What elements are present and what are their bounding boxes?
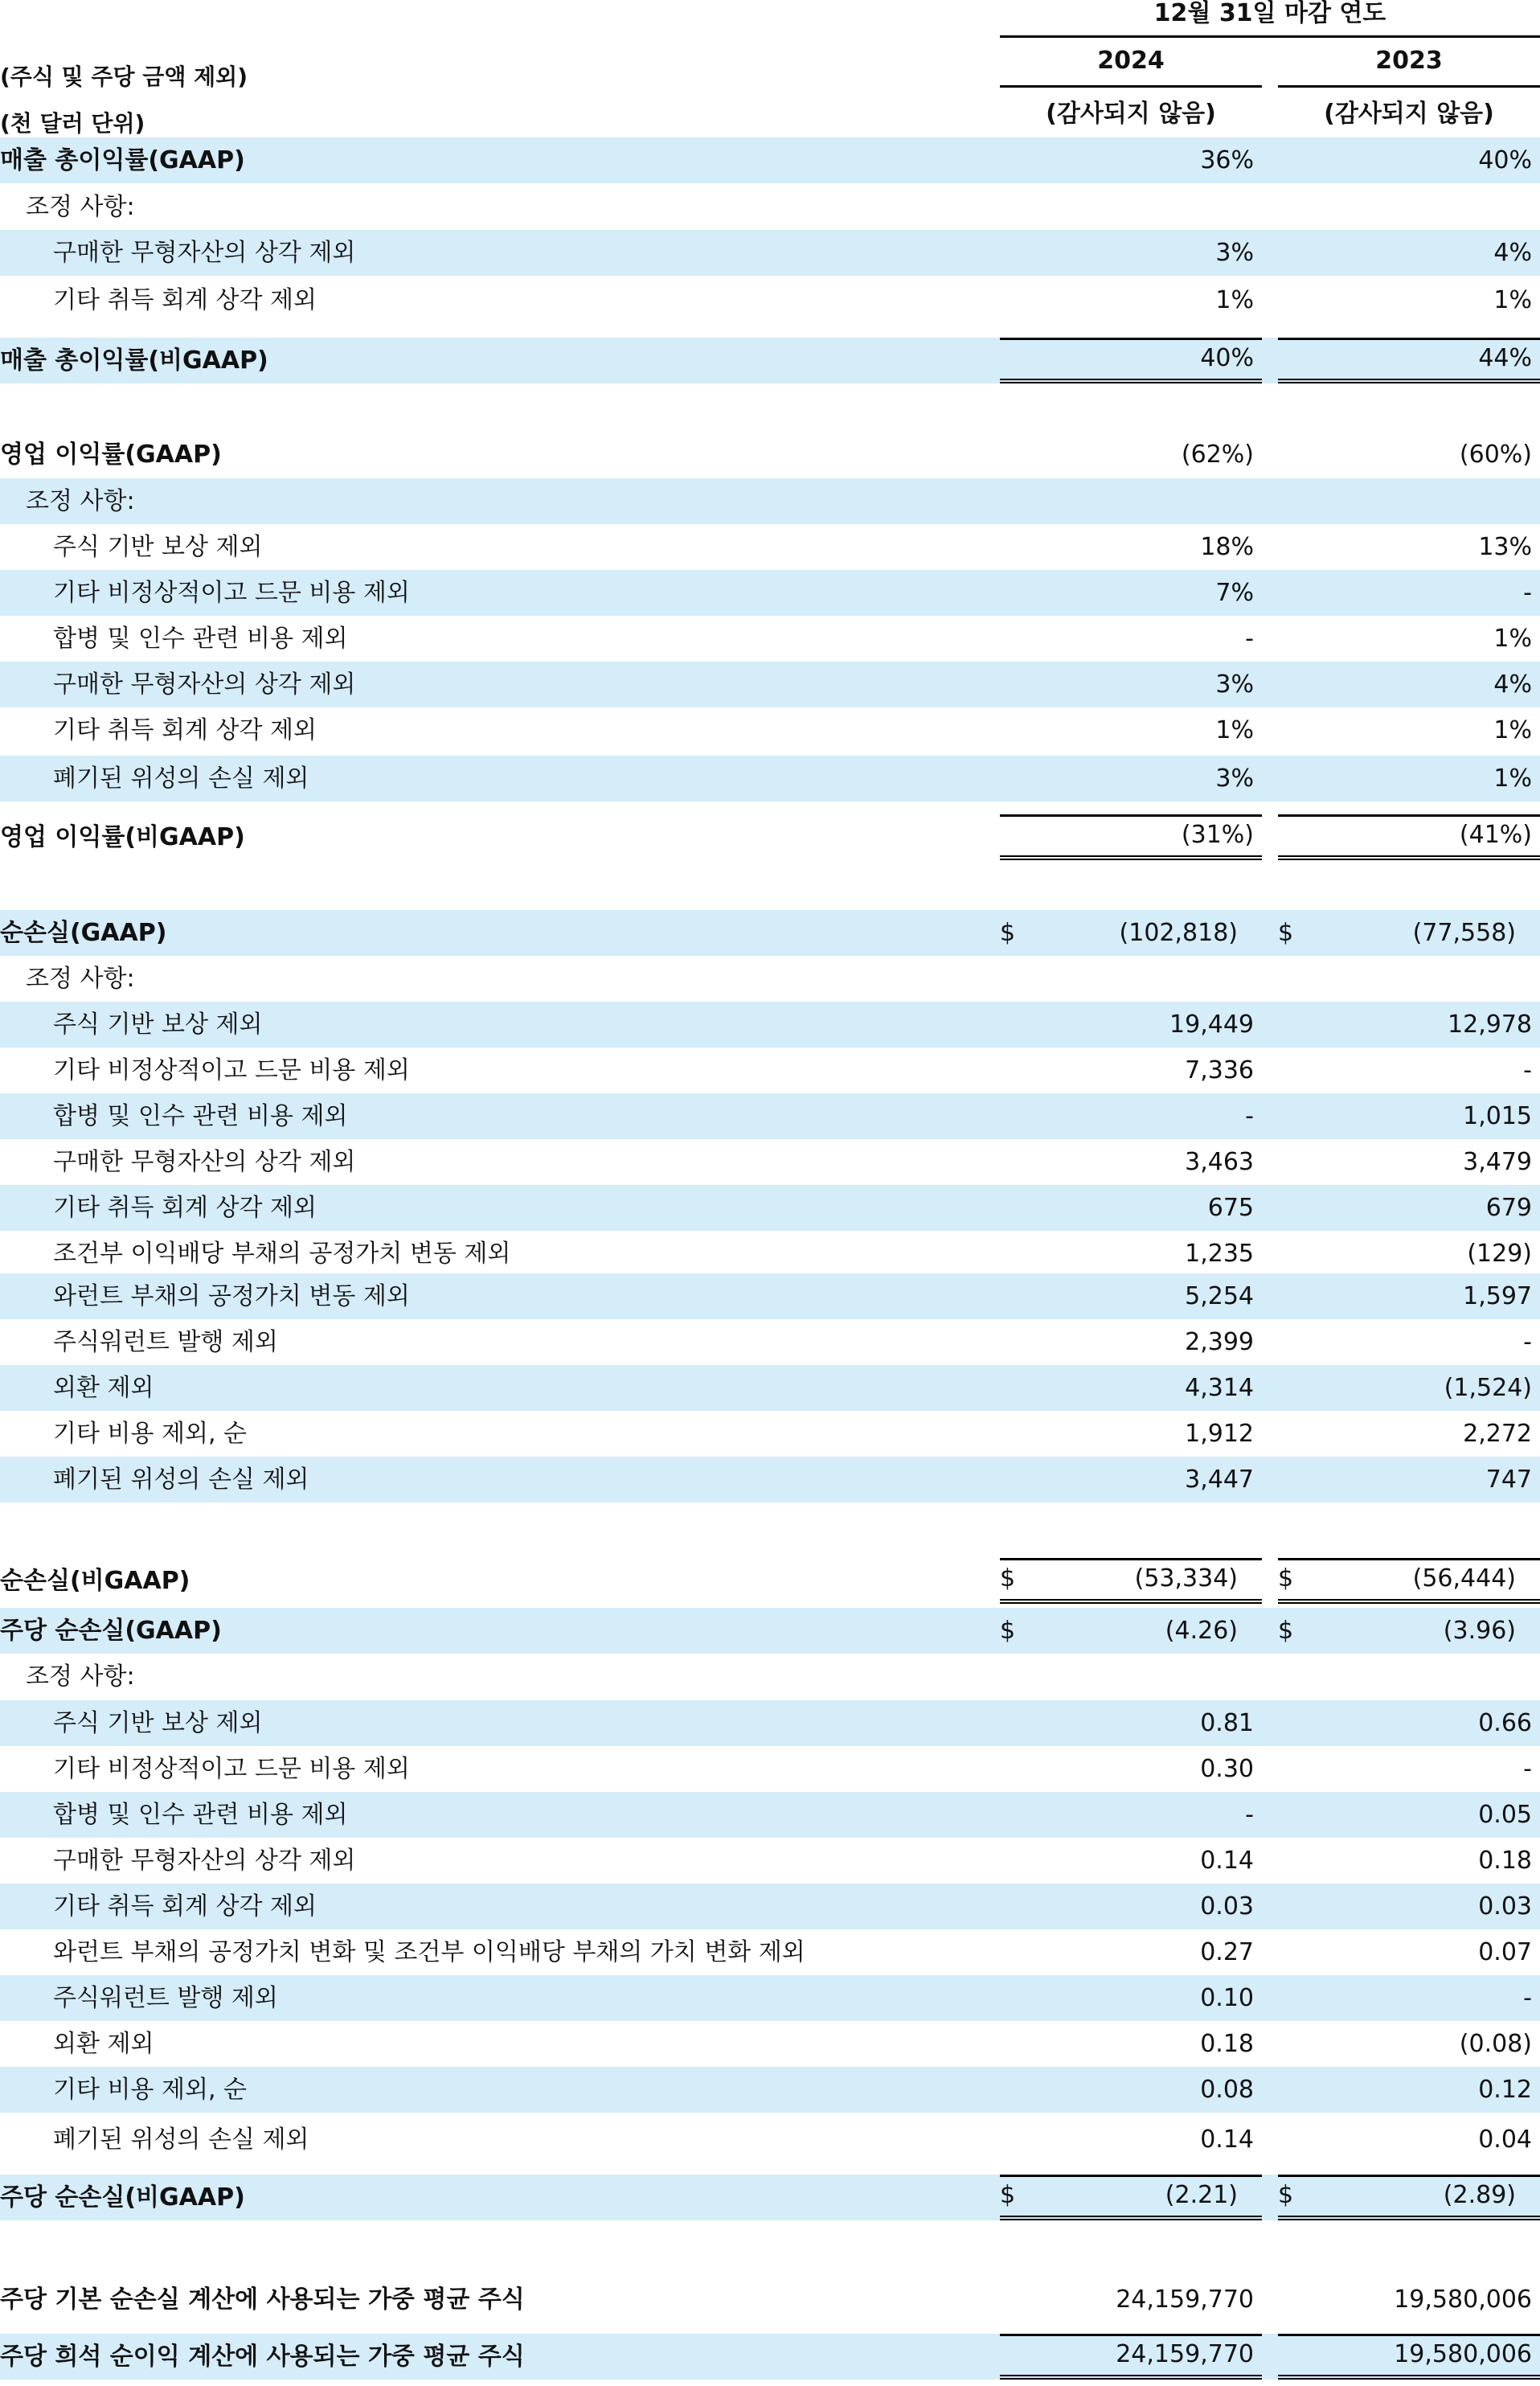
currency-symbol: $ bbox=[1278, 2181, 1294, 2209]
value-cell-2023 bbox=[1278, 1231, 1540, 1277]
cell-value: 3,479 bbox=[1463, 1148, 1532, 1176]
cell-value: 1% bbox=[1493, 286, 1532, 314]
row-label: 기타 취득 회계 상각 제외 bbox=[53, 1194, 317, 1222]
row-label: 합병 및 인수 관련 비용 제외 bbox=[53, 1801, 348, 1829]
value-cell-2024 bbox=[1000, 524, 1262, 570]
table-row bbox=[0, 910, 1540, 956]
value-cell-2024 bbox=[1000, 1319, 1262, 1365]
table-row bbox=[0, 662, 1540, 707]
table-row bbox=[0, 1139, 1540, 1185]
value-cell-2024 bbox=[1000, 1884, 1262, 1929]
cell-value: 0.14 bbox=[1200, 2126, 1254, 2154]
value-cell-2023 bbox=[1278, 1558, 1540, 1604]
table-row bbox=[0, 2021, 1540, 2067]
cell-value: (62%) bbox=[1181, 441, 1254, 469]
value-cell-2023 bbox=[1278, 137, 1540, 183]
table-row bbox=[0, 1457, 1540, 1503]
cell-value: 1% bbox=[1493, 625, 1532, 653]
value-cell-2024 bbox=[1000, 616, 1262, 662]
row-label: 조건부 이익배당 부채의 공정가치 변동 제외 bbox=[53, 1240, 511, 1268]
row-label: 주당 기본 순손실 계산에 사용되는 가중 평균 주식 bbox=[0, 2286, 525, 2314]
table-row bbox=[0, 1093, 1540, 1139]
unaudited-2023-label: (감사되지 않음) bbox=[1324, 100, 1494, 128]
value-cell-2023 bbox=[1278, 1654, 1540, 1699]
value-cell-2024 bbox=[1000, 478, 1262, 524]
value-cell-2023 bbox=[1278, 1792, 1540, 1838]
row-label: 매출 총이익률(GAAP) bbox=[0, 146, 245, 174]
row-label: 순손실(비GAAP) bbox=[0, 1567, 190, 1595]
value-cell-2023 bbox=[1278, 2334, 1540, 2380]
value-cell-2023 bbox=[1278, 2021, 1540, 2067]
value-cell-2023 bbox=[1278, 2067, 1540, 2113]
table-row bbox=[0, 277, 1540, 323]
cell-value: 3% bbox=[1215, 765, 1254, 793]
value-cell-2024 bbox=[1000, 570, 1262, 616]
value-cell-2023 bbox=[1278, 1884, 1540, 1929]
cell-value: - bbox=[1245, 1801, 1254, 1829]
cell-value: 1% bbox=[1493, 765, 1532, 793]
row-label: 와런트 부채의 공정가치 변화 및 조건부 이익배당 부채의 가치 변화 제외 bbox=[53, 1938, 805, 1966]
cell-value: 1,912 bbox=[1185, 1420, 1254, 1448]
table-row bbox=[0, 524, 1540, 570]
row-label: 와런트 부채의 공정가치 변동 제외 bbox=[53, 1282, 410, 1310]
cell-value: 0.14 bbox=[1200, 1847, 1254, 1875]
value-cell-2023 bbox=[1278, 956, 1540, 1002]
row-label: 조정 사항: bbox=[26, 965, 135, 993]
row-label: 기타 취득 회계 상각 제외 bbox=[53, 716, 317, 744]
cell-value: 19,580,006 bbox=[1394, 2286, 1532, 2314]
cell-value: 1,015 bbox=[1463, 1102, 1532, 1130]
table-row bbox=[0, 1558, 1540, 1604]
value-cell-2024 bbox=[1000, 814, 1262, 860]
cell-value: 0.12 bbox=[1478, 2076, 1532, 2104]
cell-value: 0.30 bbox=[1200, 1755, 1254, 1783]
currency-symbol: $ bbox=[1000, 1564, 1016, 1593]
value-cell-2024 bbox=[1000, 1558, 1262, 1604]
cell-value: 3% bbox=[1215, 670, 1254, 699]
value-cell-2024 bbox=[1000, 2175, 1262, 2220]
value-cell-2023 bbox=[1278, 230, 1540, 276]
period-header: 12월 31일 마감 연도 bbox=[1000, 0, 1540, 38]
row-label: 기타 취득 회계 상각 제외 bbox=[53, 286, 317, 314]
row-label: 기타 비용 제외, 순 bbox=[53, 1420, 248, 1448]
value-cell-2024 bbox=[1000, 184, 1262, 230]
table-row bbox=[0, 1365, 1540, 1411]
value-cell-2024 bbox=[1000, 1457, 1262, 1503]
row-label: 폐기된 위성의 손실 제외 bbox=[53, 765, 309, 793]
value-cell-2023 bbox=[1278, 1975, 1540, 2021]
cell-value: - bbox=[1245, 625, 1254, 653]
value-cell-2023 bbox=[1278, 524, 1540, 570]
row-label: 주식워런트 발행 제외 bbox=[53, 1328, 278, 1356]
value-cell-2023 bbox=[1278, 1700, 1540, 1746]
cell-value: 1% bbox=[1215, 716, 1254, 744]
exclusion-note: (주식 및 주당 금액 제외) bbox=[0, 64, 248, 90]
cell-value: 4% bbox=[1493, 670, 1532, 699]
value-cell-2023 bbox=[1278, 910, 1540, 956]
cell-value: (77,558) bbox=[1412, 919, 1516, 947]
cell-value: 18% bbox=[1200, 533, 1254, 561]
value-cell-2023 bbox=[1278, 1002, 1540, 1047]
value-cell-2023 bbox=[1278, 184, 1540, 230]
cell-value: 13% bbox=[1478, 533, 1532, 561]
value-cell-2024 bbox=[1000, 2021, 1262, 2067]
value-cell-2023 bbox=[1278, 1185, 1540, 1231]
value-cell-2024 bbox=[1000, 1047, 1262, 1093]
row-label: 기타 비용 제외, 순 bbox=[53, 2076, 248, 2104]
cell-value: 19,449 bbox=[1169, 1011, 1254, 1039]
cell-value: 0.27 bbox=[1200, 1938, 1254, 1966]
table-row bbox=[0, 338, 1540, 383]
cell-value: 675 bbox=[1207, 1194, 1254, 1222]
table-row bbox=[0, 1608, 1540, 1654]
value-cell-2023 bbox=[1278, 1139, 1540, 1185]
cell-value: 4% bbox=[1493, 239, 1532, 267]
cell-value: 0.10 bbox=[1200, 1984, 1254, 2012]
value-cell-2023 bbox=[1278, 707, 1540, 753]
value-cell-2023 bbox=[1278, 1093, 1540, 1139]
cell-value: 3% bbox=[1215, 239, 1254, 267]
cell-value: 7% bbox=[1215, 579, 1254, 607]
cell-value: 0.18 bbox=[1200, 2030, 1254, 2058]
cell-value: 24,159,770 bbox=[1116, 2340, 1254, 2368]
row-label: 구매한 무형자산의 상각 제외 bbox=[53, 239, 356, 267]
table-row bbox=[0, 1185, 1540, 1231]
value-cell-2023 bbox=[1278, 1457, 1540, 1503]
cell-value: 0.66 bbox=[1478, 1709, 1532, 1737]
value-cell-2024 bbox=[1000, 1365, 1262, 1411]
value-cell-2024 bbox=[1000, 338, 1262, 383]
cell-value: (53,334) bbox=[1134, 1564, 1238, 1593]
cell-value: 7,336 bbox=[1185, 1056, 1254, 1084]
cell-value: (129) bbox=[1467, 1240, 1532, 1268]
table-row bbox=[0, 230, 1540, 276]
cell-value: (4.26) bbox=[1165, 1617, 1238, 1645]
cell-value: 36% bbox=[1200, 146, 1254, 174]
value-cell-2024 bbox=[1000, 662, 1262, 707]
year-2024-header: 2024 bbox=[1000, 45, 1262, 88]
cell-value: 1,597 bbox=[1463, 1282, 1532, 1310]
value-cell-2024 bbox=[1000, 1185, 1262, 1231]
row-label: 영업 이익률(GAAP) bbox=[0, 441, 222, 469]
cell-value: 2,399 bbox=[1185, 1328, 1254, 1356]
cell-value: (41%) bbox=[1459, 821, 1532, 849]
table-row bbox=[0, 570, 1540, 616]
table-row bbox=[0, 1047, 1540, 1093]
value-cell-2024 bbox=[1000, 1746, 1262, 1792]
row-label: 조정 사항: bbox=[26, 193, 135, 221]
value-cell-2024 bbox=[1000, 707, 1262, 753]
cell-value: 0.81 bbox=[1200, 1709, 1254, 1737]
row-label: 구매한 무형자산의 상각 제외 bbox=[53, 1148, 356, 1176]
cell-value: 19,580,006 bbox=[1394, 2340, 1532, 2368]
value-cell-2024 bbox=[1000, 1093, 1262, 1139]
cell-value: (2.89) bbox=[1443, 2181, 1516, 2209]
value-cell-2023 bbox=[1278, 1608, 1540, 1654]
cell-value: 1,235 bbox=[1185, 1240, 1254, 1268]
table-row bbox=[0, 1884, 1540, 1929]
row-label: 기타 비정상적이고 드문 비용 제외 bbox=[53, 579, 410, 607]
table-row bbox=[0, 2175, 1540, 2220]
table-row bbox=[0, 707, 1540, 753]
value-cell-2024 bbox=[1000, 756, 1262, 801]
table-row bbox=[0, 1792, 1540, 1838]
table-row bbox=[0, 137, 1540, 183]
value-cell-2024 bbox=[1000, 1929, 1262, 1975]
cell-value: 44% bbox=[1478, 344, 1532, 372]
cell-value: (102,818) bbox=[1119, 919, 1238, 947]
cell-value: 40% bbox=[1478, 146, 1532, 174]
currency-symbol: $ bbox=[1000, 919, 1016, 947]
value-cell-2023 bbox=[1278, 2277, 1540, 2322]
row-label: 주식 기반 보상 제외 bbox=[53, 1709, 263, 1737]
value-cell-2023 bbox=[1278, 814, 1540, 860]
value-cell-2023 bbox=[1278, 1746, 1540, 1792]
value-cell-2024 bbox=[1000, 1838, 1262, 1884]
row-label: 주당 희석 순이익 계산에 사용되는 가중 평균 주식 bbox=[0, 2343, 525, 2371]
value-cell-2024 bbox=[1000, 277, 1262, 323]
cell-value: 0.18 bbox=[1478, 1847, 1532, 1875]
cell-value: - bbox=[1245, 1102, 1254, 1130]
units-note: (천 달러 단위) bbox=[0, 110, 145, 137]
row-label: 폐기된 위성의 손실 제외 bbox=[53, 1466, 309, 1494]
row-label: 주식 기반 보상 제외 bbox=[53, 1011, 263, 1039]
row-label: 주당 순손실(GAAP) bbox=[0, 1617, 222, 1645]
table-row bbox=[0, 956, 1540, 1002]
value-cell-2023 bbox=[1278, 2175, 1540, 2220]
value-cell-2024 bbox=[1000, 137, 1262, 183]
value-cell-2023 bbox=[1278, 1319, 1540, 1365]
row-label: 외환 제외 bbox=[53, 1374, 154, 1402]
cell-value: 679 bbox=[1485, 1194, 1532, 1222]
value-cell-2024 bbox=[1000, 1700, 1262, 1746]
value-cell-2023 bbox=[1278, 2117, 1540, 2163]
cell-value: 2,272 bbox=[1463, 1420, 1532, 1448]
cell-value: 40% bbox=[1200, 344, 1254, 372]
cell-value: 0.03 bbox=[1200, 1892, 1254, 1921]
table-row bbox=[0, 1700, 1540, 1746]
value-cell-2024 bbox=[1000, 1654, 1262, 1699]
table-row bbox=[0, 478, 1540, 524]
cell-value: 0.05 bbox=[1478, 1801, 1532, 1829]
cell-value: (31%) bbox=[1181, 821, 1254, 849]
value-cell-2023 bbox=[1278, 756, 1540, 801]
cell-value: 0.07 bbox=[1478, 1938, 1532, 1966]
row-label: 매출 총이익률(비GAAP) bbox=[0, 346, 268, 375]
currency-symbol: $ bbox=[1278, 1564, 1294, 1593]
currency-symbol: $ bbox=[1278, 1617, 1294, 1645]
value-cell-2024 bbox=[1000, 2277, 1262, 2322]
row-label: 외환 제외 bbox=[53, 2030, 154, 2058]
row-label: 합병 및 인수 관련 비용 제외 bbox=[53, 1102, 348, 1130]
cell-value: - bbox=[1523, 579, 1532, 607]
row-label: 순손실(GAAP) bbox=[0, 919, 167, 947]
cell-value: 0.04 bbox=[1478, 2126, 1532, 2154]
cell-value: - bbox=[1523, 1755, 1532, 1783]
cell-value: 12,978 bbox=[1448, 1011, 1532, 1039]
cell-value: 24,159,770 bbox=[1116, 2286, 1254, 2314]
value-cell-2024 bbox=[1000, 1792, 1262, 1838]
row-label: 폐기된 위성의 손실 제외 bbox=[53, 2126, 309, 2154]
row-label: 조정 사항: bbox=[26, 1662, 135, 1691]
value-cell-2024 bbox=[1000, 910, 1262, 956]
cell-value: 5,254 bbox=[1185, 1282, 1254, 1310]
row-label: 주식워런트 발행 제외 bbox=[53, 1984, 278, 2012]
value-cell-2024 bbox=[1000, 956, 1262, 1002]
value-cell-2024 bbox=[1000, 230, 1262, 276]
table-row bbox=[0, 2334, 1540, 2380]
cell-value: - bbox=[1523, 1984, 1532, 2012]
cell-value: (56,444) bbox=[1412, 1564, 1516, 1593]
value-cell-2023 bbox=[1278, 1047, 1540, 1093]
value-cell-2023 bbox=[1278, 478, 1540, 524]
value-cell-2023 bbox=[1278, 338, 1540, 383]
currency-symbol: $ bbox=[1278, 919, 1294, 947]
row-label: 기타 비정상적이고 드문 비용 제외 bbox=[53, 1056, 410, 1084]
value-cell-2024 bbox=[1000, 2117, 1262, 2163]
cell-value: 3,463 bbox=[1185, 1148, 1254, 1176]
value-cell-2024 bbox=[1000, 1608, 1262, 1654]
table-row bbox=[0, 2067, 1540, 2113]
value-cell-2023 bbox=[1278, 1929, 1540, 1975]
cell-value: (3.96) bbox=[1443, 1617, 1516, 1645]
row-label: 주당 순손실(비GAAP) bbox=[0, 2183, 245, 2212]
table-row bbox=[0, 2117, 1540, 2163]
value-cell-2023 bbox=[1278, 432, 1540, 478]
value-cell-2024 bbox=[1000, 1002, 1262, 1047]
table-row bbox=[0, 814, 1540, 860]
table-row bbox=[0, 1231, 1540, 1277]
row-label: 주식 기반 보상 제외 bbox=[53, 533, 263, 561]
cell-value: (0.08) bbox=[1459, 2030, 1532, 2058]
cell-value: - bbox=[1523, 1056, 1532, 1084]
cell-value: 0.08 bbox=[1200, 2076, 1254, 2104]
table-row bbox=[0, 1746, 1540, 1792]
value-cell-2024 bbox=[1000, 2067, 1262, 2113]
value-cell-2023 bbox=[1278, 662, 1540, 707]
cell-value: 1% bbox=[1215, 286, 1254, 314]
value-cell-2023 bbox=[1278, 1365, 1540, 1411]
value-cell-2024 bbox=[1000, 1975, 1262, 2021]
table-row bbox=[0, 1002, 1540, 1047]
cell-value: 4,314 bbox=[1185, 1374, 1254, 1402]
row-label: 기타 취득 회계 상각 제외 bbox=[53, 1892, 317, 1921]
table-row bbox=[0, 756, 1540, 801]
value-cell-2023 bbox=[1278, 616, 1540, 662]
cell-value: 3,447 bbox=[1185, 1466, 1254, 1494]
cell-value: 747 bbox=[1485, 1466, 1532, 1494]
table-row bbox=[0, 616, 1540, 662]
table-row bbox=[0, 1929, 1540, 1975]
row-label: 조정 사항: bbox=[26, 487, 135, 515]
value-cell-2024 bbox=[1000, 1231, 1262, 1277]
row-label: 구매한 무형자산의 상각 제외 bbox=[53, 1847, 356, 1875]
cell-value: (2.21) bbox=[1165, 2181, 1238, 2209]
value-cell-2023 bbox=[1278, 277, 1540, 323]
table-row bbox=[0, 1654, 1540, 1699]
row-label: 기타 비정상적이고 드문 비용 제외 bbox=[53, 1755, 410, 1783]
row-label: 영업 이익률(비GAAP) bbox=[0, 823, 245, 851]
cell-value: (1,524) bbox=[1444, 1374, 1532, 1402]
cell-value: 0.03 bbox=[1478, 1892, 1532, 1921]
value-cell-2024 bbox=[1000, 432, 1262, 478]
value-cell-2023 bbox=[1278, 570, 1540, 616]
table-row bbox=[0, 2277, 1540, 2322]
unaudited-2024-label: (감사되지 않음) bbox=[1046, 100, 1216, 128]
table-row bbox=[0, 1319, 1540, 1365]
value-cell-2024 bbox=[1000, 2334, 1262, 2380]
table-row bbox=[0, 1975, 1540, 2021]
year-2023-header: 2023 bbox=[1278, 45, 1540, 88]
table-row bbox=[0, 1411, 1540, 1457]
row-label: 합병 및 인수 관련 비용 제외 bbox=[53, 625, 348, 653]
table-row bbox=[0, 1838, 1540, 1884]
currency-symbol: $ bbox=[1000, 1617, 1016, 1645]
value-cell-2024 bbox=[1000, 1411, 1262, 1457]
row-label: 구매한 무형자산의 상각 제외 bbox=[53, 670, 356, 699]
cell-value: - bbox=[1523, 1328, 1532, 1356]
table-row bbox=[0, 184, 1540, 230]
value-cell-2023 bbox=[1278, 1838, 1540, 1884]
value-cell-2024 bbox=[1000, 1273, 1262, 1319]
table-row bbox=[0, 432, 1540, 478]
value-cell-2023 bbox=[1278, 1273, 1540, 1319]
value-cell-2023 bbox=[1278, 1411, 1540, 1457]
cell-value: (60%) bbox=[1459, 441, 1532, 469]
table-row bbox=[0, 1273, 1540, 1319]
currency-symbol: $ bbox=[1000, 2181, 1016, 2209]
cell-value: 1% bbox=[1493, 716, 1532, 744]
value-cell-2024 bbox=[1000, 1139, 1262, 1185]
